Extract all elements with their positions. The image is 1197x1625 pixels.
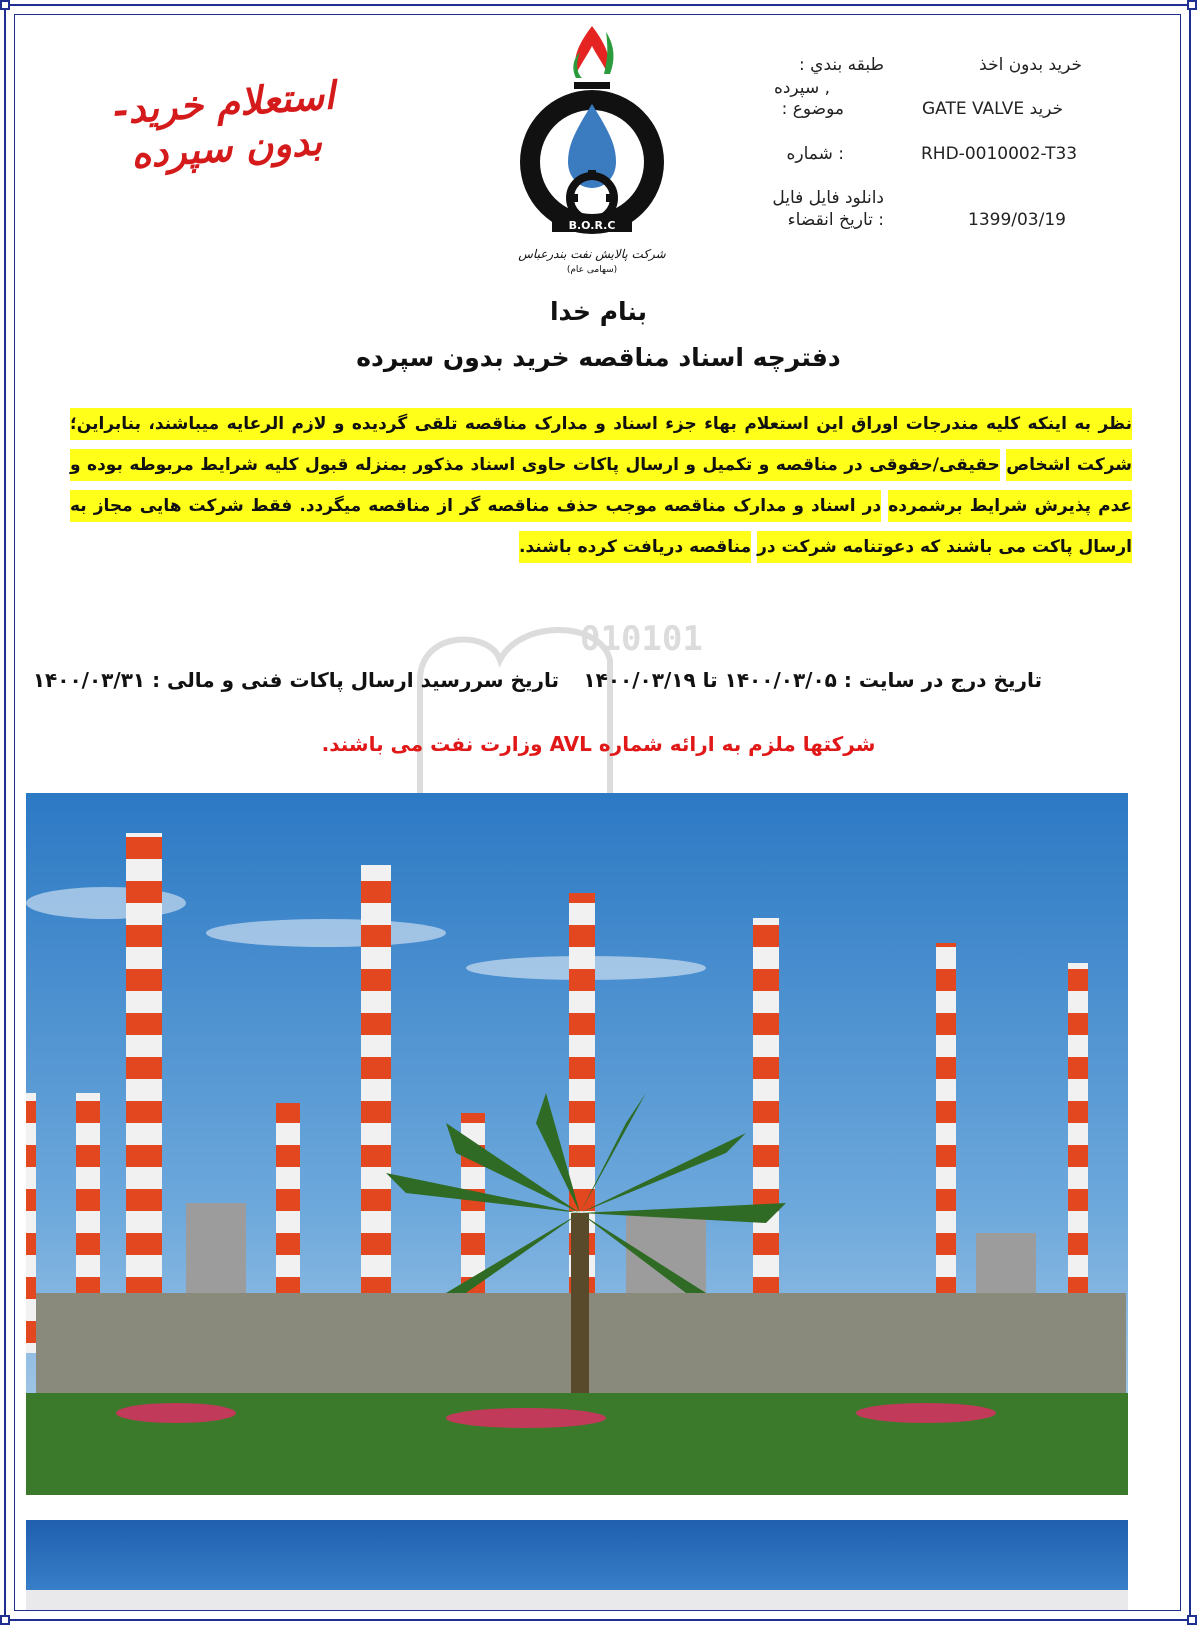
frame-corner bbox=[1187, 1615, 1197, 1625]
frame-corner bbox=[0, 1615, 10, 1625]
avl-notice: شرکتها ملزم به ارائه شماره AVL وزارت نفت می باشند. bbox=[321, 732, 876, 756]
terms-line: نظر به اینکه کلیه مندرجات اوراق این استعلام بهاء جزء اسناد و مدارک مناقصه تلقی گردیده و لازم الرعایه میباشند، بنابراین؛ شرکت اشخاص bbox=[70, 408, 1132, 481]
company-logo bbox=[510, 22, 675, 277]
label-subject: موضوع : bbox=[781, 99, 844, 119]
logo-acronym: B.O.R.C bbox=[568, 219, 616, 232]
label-category: طبقه بندي : bbox=[799, 55, 884, 75]
logo-company-name: شرکت پالایش نفت بندرعباس bbox=[518, 247, 666, 261]
terms-line: حقیقی/حقوقی در مناقصه و تکمیل و ارسال پاکات حاوی اسناد مذکور بمنزله قبول کلیه شرایط مربوطه بوده و عدم پذیرش شرایط برشمرده bbox=[70, 449, 1132, 522]
terms-paragraph bbox=[70, 404, 1132, 568]
bismillah-heading: بنام خدا bbox=[549, 297, 648, 326]
label-deposit: , سپرده bbox=[773, 78, 830, 98]
terms-line: مناقصه دریافت کرده باشند. bbox=[519, 531, 751, 563]
number-value: RHD-0010002-T33 bbox=[921, 144, 1078, 164]
label-number: : شماره bbox=[786, 144, 844, 164]
category-value: خرید بدون اخذ bbox=[979, 55, 1082, 75]
flame-icon bbox=[575, 26, 609, 74]
frame-corner bbox=[1187, 0, 1197, 10]
document-title: دفترچه اسناد مناقصه خرید بدون سپرده bbox=[356, 343, 841, 372]
expiry-value: 1399/03/19 bbox=[968, 210, 1066, 230]
subject-value: GATE VALVE خرید bbox=[922, 99, 1064, 119]
handwritten-note: استعلام خرید- بدون سپرده bbox=[110, 72, 336, 177]
posting-date: تاریخ درج در سایت : ۱۴۰۰/۰۳/۰۵ تا ۱۴۰۰/۰۳/۱۹ bbox=[583, 668, 1042, 692]
frame-corner bbox=[0, 0, 10, 10]
deadline-date: تاریخ سررسید ارسال پاکات فنی و مالی : ۱۴۰۰/۰۳/۳۱ bbox=[32, 668, 559, 692]
refinery-photo-bottom bbox=[26, 1520, 1128, 1610]
logo-company-type: (سهامی عام) bbox=[566, 265, 618, 275]
terms-line: در اسناد و مدارک مناقصه موجب حذف مناقصه گر از مناقصه میگردد. فقط شرکت هایی مجاز به ارسال پاکت می باشند که دعوتنامه شرکت در bbox=[70, 490, 1132, 563]
watermark-digits: 010101 bbox=[580, 619, 703, 659]
refinery-photo bbox=[26, 793, 1128, 1495]
label-expiry: : تاریخ انقضاء bbox=[787, 210, 884, 230]
label-download: دانلود فایل فایل bbox=[772, 188, 884, 208]
